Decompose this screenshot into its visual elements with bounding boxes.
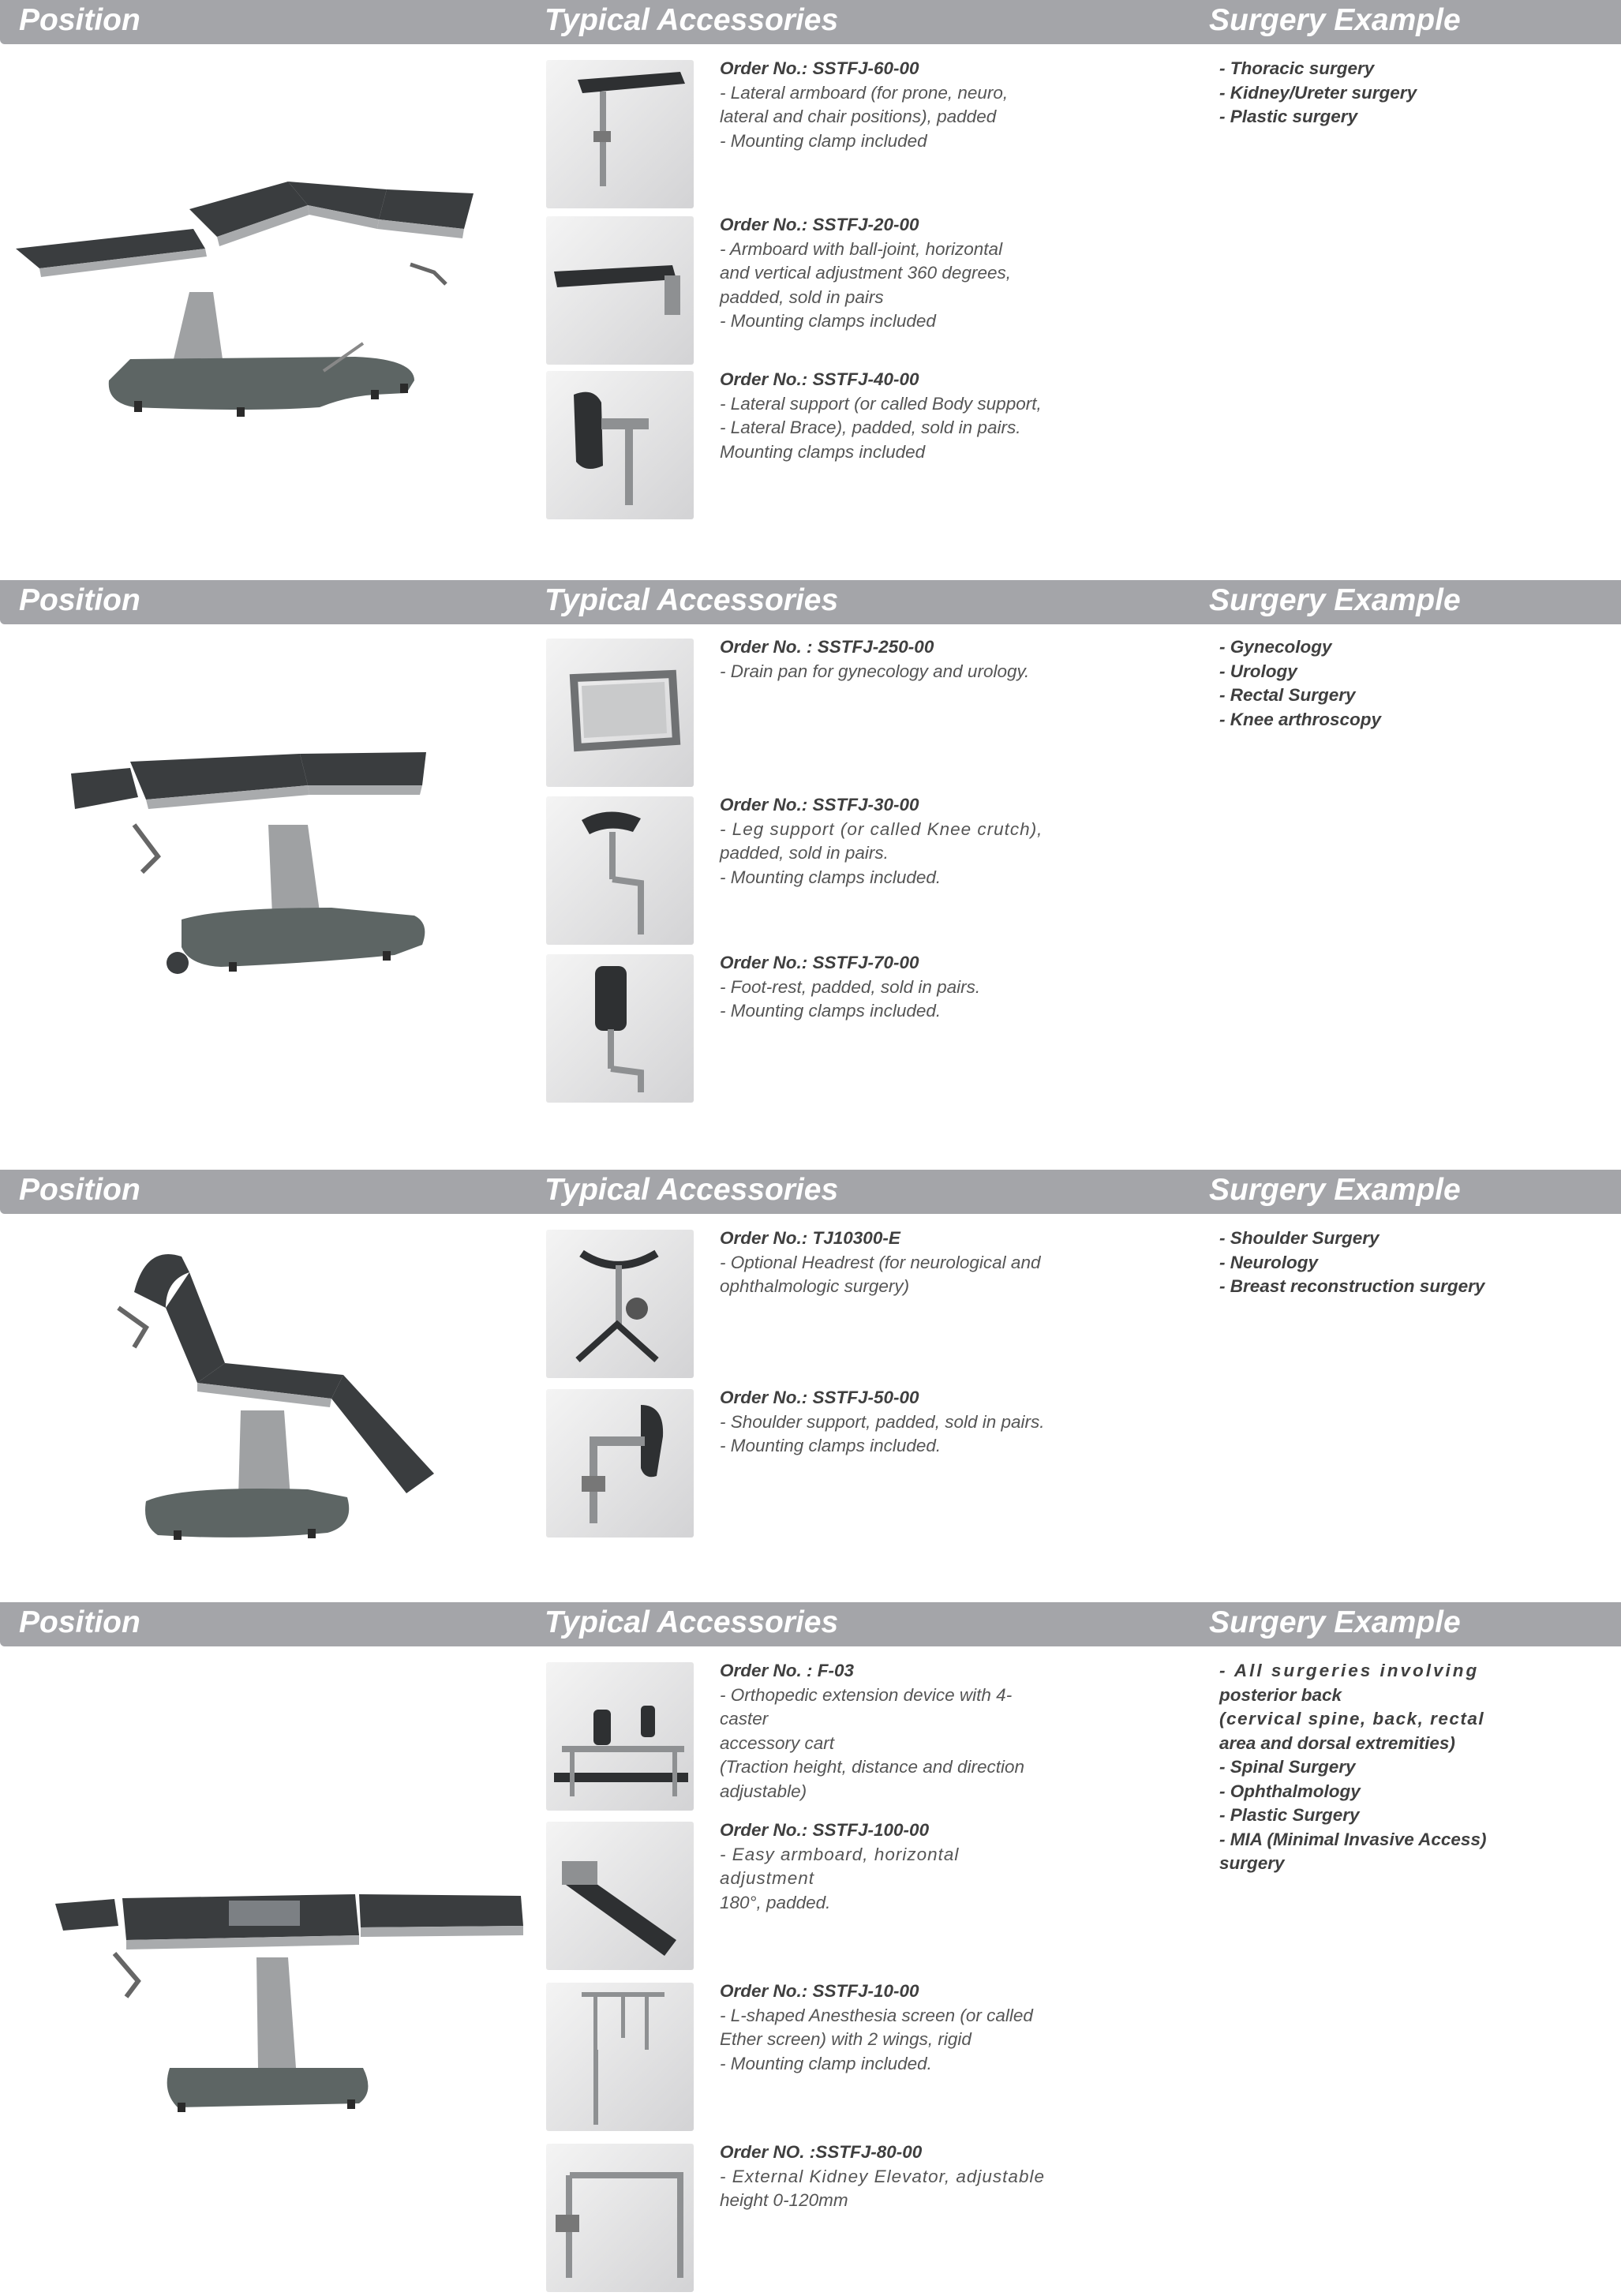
accessory-image: [546, 1230, 694, 1378]
description-line: - Mounting clamps included.: [720, 1001, 942, 1021]
surgery-heading: Surgery Example: [1209, 1605, 1461, 1639]
surgery-item: surgery: [1219, 1853, 1285, 1873]
surgery-heading: Surgery Example: [1209, 583, 1461, 617]
shoulder-support-icon: [546, 1389, 694, 1538]
accessories-heading: Typical Accessories: [545, 1173, 839, 1207]
surgery-examples: [1219, 57, 1551, 129]
order-number: Order NO. :SSTFJ-80-00: [720, 2142, 923, 2162]
order-number: Order No.: SSTFJ-10-00: [720, 1981, 919, 2001]
order-number: Order No.: SSTFJ-50-00: [720, 1388, 919, 1407]
surgery-item: - Kidney/Ureter surgery: [1219, 82, 1417, 103]
section-header: [0, 0, 1621, 44]
accessory-description: [720, 635, 1059, 684]
section-lateral-position: [0, 0, 1621, 537]
section-lithotomy-position: [0, 580, 1621, 1117]
description-line: - Foot-rest, padded, sold in pairs.: [720, 976, 981, 997]
surgery-item: posterior back: [1219, 1684, 1342, 1705]
position-heading: Position: [19, 1173, 140, 1207]
description-line: padded, sold in pairs.: [720, 843, 889, 863]
order-number: Order No.: SSTFJ-100-00: [720, 1820, 930, 1840]
description-line: Mounting clamps included: [720, 441, 926, 462]
surgery-item: - Neurology: [1219, 1252, 1319, 1272]
accessory-image: [546, 1822, 694, 1970]
accessory-image: [546, 60, 694, 208]
surgery-item: - Ophthalmology: [1219, 1781, 1361, 1801]
description-line: - Lateral support (or called Body support,: [720, 393, 1042, 414]
accessory-image: [546, 2144, 694, 2292]
accessory-description: [720, 368, 1059, 464]
accessory-description: [720, 793, 1059, 890]
accessory-description: [720, 1227, 1059, 1299]
operating-table-lateral-image: [16, 174, 505, 442]
accessory-image: [546, 796, 694, 945]
surgery-examples: [1219, 635, 1551, 732]
surgery-item: - All surgeries involving: [1219, 1661, 1480, 1680]
surgery-examples: [1219, 1227, 1551, 1299]
section-header: [0, 1602, 1621, 1646]
description-line: - Mounting clamps included: [720, 311, 936, 331]
section-header: [0, 1170, 1621, 1214]
surgery-heading: Surgery Example: [1209, 3, 1461, 37]
accessory-description: [720, 57, 1059, 153]
description-line: - External Kidney Elevator, adjustable: [720, 2166, 1045, 2186]
order-number: Order No. : F-03: [720, 1661, 855, 1680]
description-line: - Easy armboard, horizontal adjustment: [720, 1844, 960, 1888]
surgery-item: - Knee arthroscopy: [1219, 709, 1382, 729]
position-heading: Position: [19, 583, 140, 617]
position-heading: Position: [19, 3, 140, 37]
section-beach-chair-position: [0, 1170, 1621, 1580]
description-line: - Lateral Brace), padded, sold in pairs.: [720, 418, 1021, 437]
section-header: [0, 580, 1621, 624]
order-number: Order No. : SSTFJ-250-00: [720, 637, 934, 657]
description-line: - Leg support (or called Knee crutch),: [720, 818, 1043, 839]
accessory-description: [720, 951, 1059, 1024]
accessory-image: [546, 371, 694, 519]
description-line: and vertical adjustment 360 degrees,: [720, 263, 1011, 283]
operating-table-prone-image: [51, 1878, 533, 2147]
anesthesia-screen-icon: [546, 1983, 694, 2131]
position-heading: Position: [19, 1605, 140, 1639]
operating-table-beach-chair-image: [87, 1237, 450, 1568]
accessory-description: [720, 1386, 1059, 1459]
description-line: (Traction height, distance and direction: [720, 1757, 1025, 1777]
order-number: Order No.: SSTFJ-60-00: [720, 58, 919, 78]
accessory-image: [546, 639, 694, 787]
operating-table-lithotomy-image: [63, 738, 442, 1022]
armboard-ball-joint-icon: [546, 216, 694, 365]
foot-rest-icon: [546, 954, 694, 1103]
surgery-item: - Urology: [1219, 661, 1297, 681]
accessory-image: [546, 954, 694, 1103]
surgery-item: (cervical spine, back, rectal: [1219, 1709, 1485, 1729]
lateral-support-icon: [546, 371, 694, 519]
order-number: Order No.: SSTFJ-40-00: [720, 369, 919, 389]
surgery-item: - Plastic surgery: [1219, 107, 1358, 126]
description-line: adjustable): [720, 1781, 807, 1801]
description-line: - Mounting clamp included.: [720, 2053, 932, 2073]
surgery-item: - Breast reconstruction surgery: [1219, 1276, 1485, 1296]
accessory-description: [720, 1659, 1059, 1803]
accessory-image: [546, 216, 694, 365]
description-line: ophthalmologic surgery): [720, 1276, 910, 1296]
surgery-item: - Plastic Surgery: [1219, 1805, 1360, 1825]
description-line: - Armboard with ball-joint, horizontal: [720, 238, 1003, 259]
description-line: height 0-120mm: [720, 2190, 848, 2210]
accessory-description: [720, 1980, 1059, 2076]
accessory-image: [546, 1662, 694, 1811]
surgery-item: - MIA (Minimal Invasive Access): [1219, 1829, 1487, 1849]
drain-pan-icon: [546, 639, 694, 787]
easy-armboard-icon: [546, 1822, 694, 1970]
surgery-item: - Spinal Surgery: [1219, 1757, 1356, 1777]
kidney-elevator-icon: [546, 2144, 694, 2292]
description-line: - Mounting clamps included.: [720, 867, 942, 887]
surgery-item: - Shoulder Surgery: [1219, 1228, 1380, 1248]
accessories-heading: Typical Accessories: [545, 3, 839, 37]
surgery-examples: [1219, 1659, 1551, 1876]
description-line: padded, sold in pairs: [720, 287, 884, 307]
accessory-description: [720, 1818, 1059, 1915]
description-line: - Lateral armboard (for prone, neuro,: [720, 82, 1009, 103]
description-line: accessory cart: [720, 1732, 835, 1753]
surgery-item: - Rectal Surgery: [1219, 685, 1356, 705]
surgery-item: - Thoracic surgery: [1219, 58, 1375, 78]
description-line: lateral and chair positions), padded: [720, 107, 997, 126]
section-prone-position: [0, 1602, 1621, 2292]
order-number: Order No.: TJ10300-E: [720, 1228, 900, 1248]
leg-support-icon: [546, 796, 694, 945]
accessory-image: [546, 1983, 694, 2131]
description-line: - Orthopedic extension device with 4-caster: [720, 1684, 1013, 1729]
surgery-item: - Gynecology: [1219, 637, 1332, 657]
accessory-description: [720, 213, 1059, 334]
order-number: Order No.: SSTFJ-30-00: [720, 795, 919, 815]
order-number: Order No.: SSTFJ-70-00: [720, 953, 919, 972]
description-line: - Drain pan for gynecology and urology.: [720, 661, 1030, 681]
description-line: 180°, padded.: [720, 1892, 831, 1912]
order-number: Order No.: SSTFJ-20-00: [720, 215, 919, 234]
description-line: - Shoulder support, padded, sold in pairs.: [720, 1411, 1045, 1432]
description-line: - Mounting clamp included: [720, 130, 927, 151]
accessory-image: [546, 1389, 694, 1538]
headrest-icon: [546, 1230, 694, 1378]
accessories-heading: Typical Accessories: [545, 1605, 839, 1639]
description-line: Ether screen) with 2 wings, rigid: [720, 2029, 971, 2049]
lateral-armboard-icon: [546, 60, 694, 208]
description-line: - Mounting clamps included.: [720, 1436, 942, 1455]
surgery-item: area and dorsal extremities): [1219, 1732, 1455, 1753]
description-line: - L-shaped Anesthesia screen (or called: [720, 2005, 1033, 2025]
surgery-heading: Surgery Example: [1209, 1173, 1461, 1207]
accessories-heading: Typical Accessories: [545, 583, 839, 617]
description-line: - Optional Headrest (for neurological and: [720, 1252, 1041, 1272]
accessory-description: [720, 2141, 1059, 2213]
orthopedic-extension-icon: [546, 1662, 694, 1811]
